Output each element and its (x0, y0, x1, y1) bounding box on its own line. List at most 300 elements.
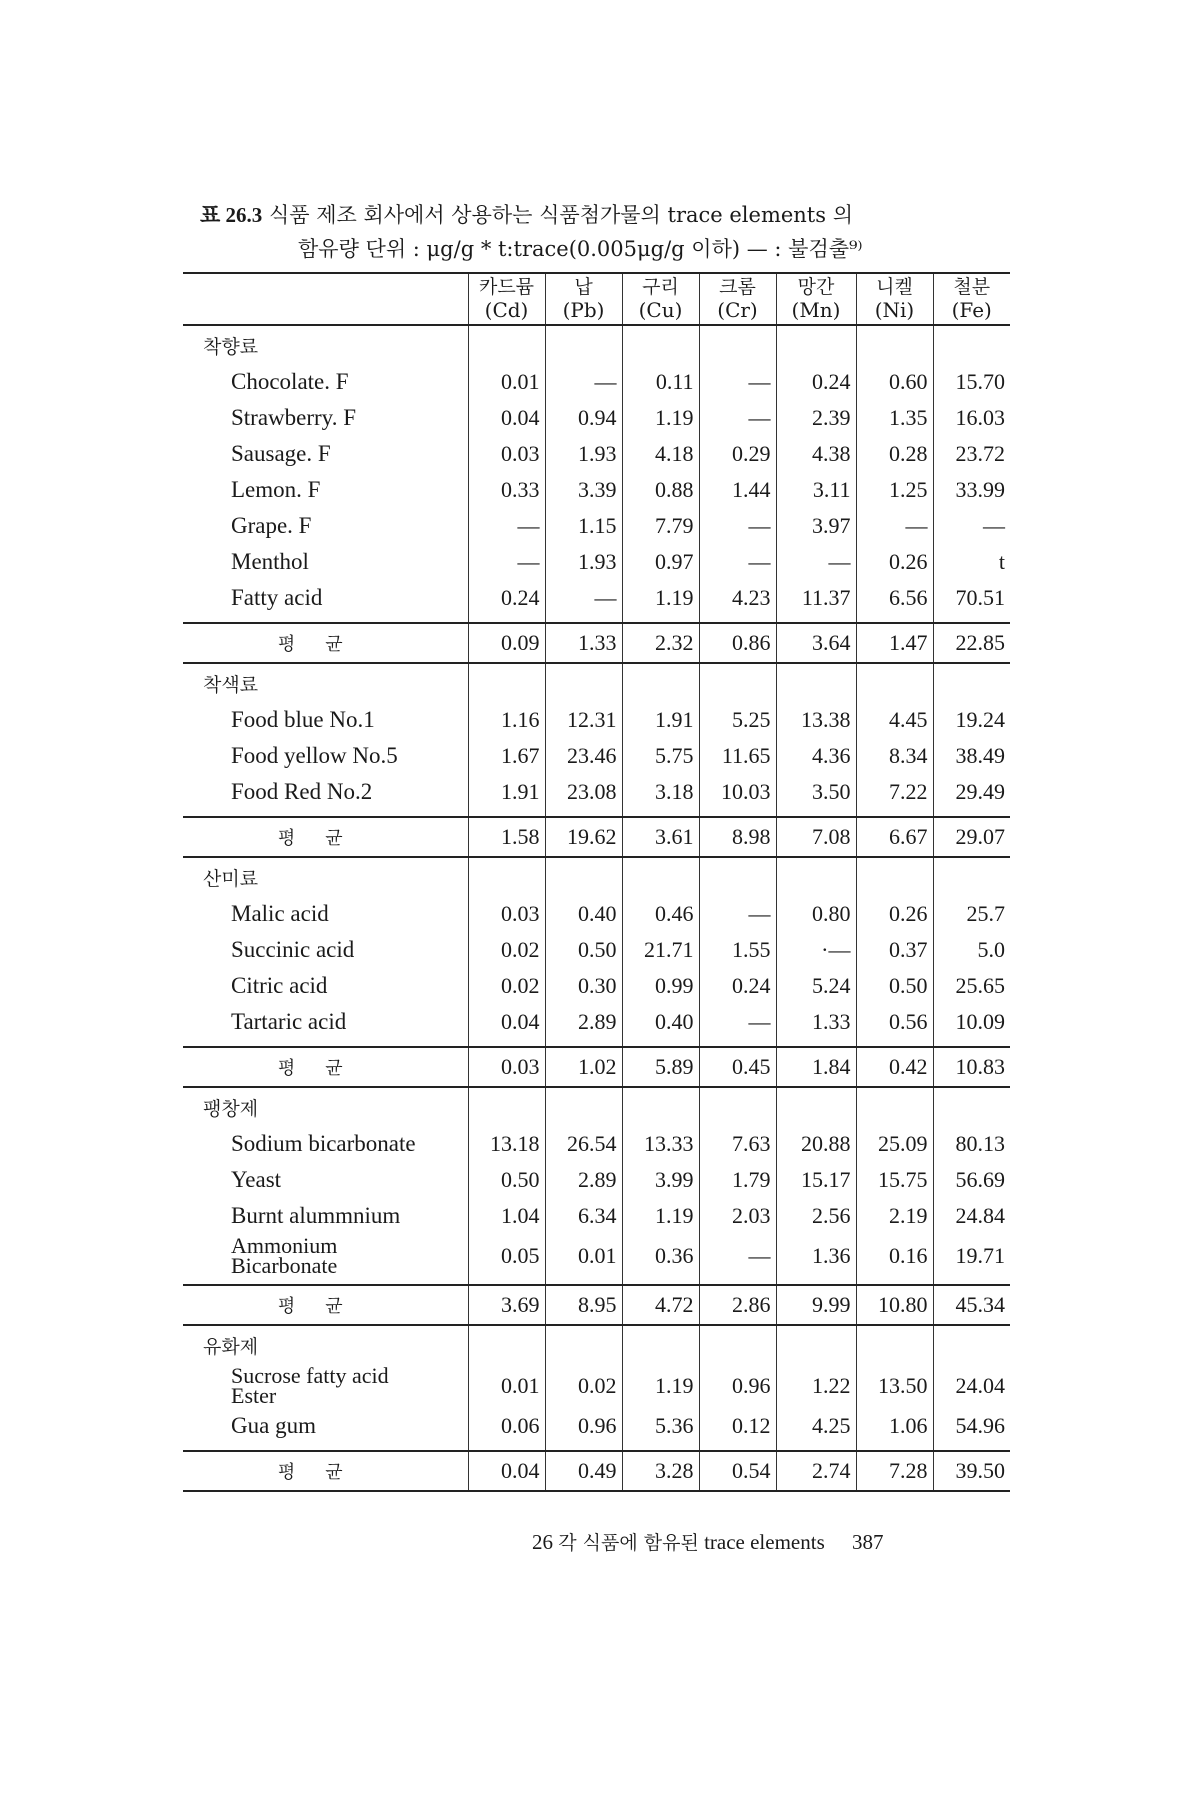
category-label: 유화제 (183, 1325, 468, 1364)
category-row (183, 1325, 1010, 1364)
spacer-cell (468, 1444, 545, 1451)
additive-name-line: Citric acid (231, 973, 328, 998)
additive-name-line: Food Red No.2 (231, 779, 373, 804)
value-cell: 1.91 (468, 774, 545, 810)
average-value-cell: 8.98 (699, 817, 776, 857)
value-cell: 1.79 (699, 1162, 776, 1198)
value-cell: 1.33 (776, 1004, 856, 1040)
value-cell: 3.50 (776, 774, 856, 810)
value-cell: 26.54 (545, 1126, 622, 1162)
spacer-cell (856, 1444, 933, 1451)
empty-cell (699, 663, 776, 702)
header-blank (183, 273, 468, 325)
value-cell: 0.97 (622, 544, 699, 580)
value-cell: 0.37 (856, 932, 933, 968)
value-cell: 19.71 (955, 1243, 1005, 1268)
value-cell: — (699, 364, 776, 400)
table-row (183, 1198, 1010, 1234)
spacer-cell (622, 810, 699, 817)
table-row (183, 580, 1010, 616)
spacer-cell (545, 1278, 622, 1285)
value-cell: 1.25 (856, 472, 933, 508)
empty-cell (776, 663, 856, 702)
table-row (183, 400, 1010, 436)
average-row (183, 1047, 1010, 1087)
empty-cell (468, 857, 545, 896)
average-row (183, 1285, 1010, 1325)
additive-name (183, 774, 468, 810)
spacer-cell (183, 616, 468, 623)
table-row (183, 1004, 1010, 1040)
additive-name-line: Grape. F (231, 513, 312, 538)
additive-name-line: Ammonium (231, 1233, 338, 1258)
value-cell: 0.40 (545, 896, 622, 932)
additive-name-line: Ester (231, 1383, 277, 1408)
additive-name (183, 738, 468, 774)
additive-name (183, 472, 468, 508)
value-cell: — (699, 544, 776, 580)
spacer-cell (699, 1040, 776, 1047)
spacer-cell (545, 1444, 622, 1451)
average-value-cell: 8.95 (545, 1285, 622, 1325)
value-cell: 8.34 (856, 738, 933, 774)
value-cell: 4.23 (699, 580, 776, 616)
value-cell: 1.22 (776, 1364, 856, 1408)
value-cell: — (699, 896, 776, 932)
spacer-cell (545, 1040, 622, 1047)
spacer-cell (622, 1040, 699, 1047)
value-cell: 3.18 (622, 774, 699, 810)
value-cell: 23.08 (545, 774, 622, 810)
average-value-cell: 0.03 (468, 1047, 545, 1087)
average-value-cell: 0.45 (699, 1047, 776, 1087)
additive-name (183, 364, 468, 400)
empty-cell (622, 1325, 699, 1364)
caption-line-2: 함유량 단위 : μg/g * t:trace(0.005μg/g 이하) — : 불검출⁹⁾ (298, 237, 863, 261)
value-cell: 29.49 (955, 779, 1005, 804)
value-cell: 7.63 (699, 1126, 776, 1162)
value-cell: 1.19 (622, 1198, 699, 1234)
value-cell: 1.16 (468, 702, 545, 738)
value-cell: — (468, 508, 545, 544)
empty-cell (545, 663, 622, 702)
value-cell: 1.04 (468, 1198, 545, 1234)
spacer-cell (933, 1278, 1010, 1285)
spacer-row (183, 810, 1010, 817)
average-label: 평균 (183, 1285, 468, 1325)
empty-cell (776, 1325, 856, 1364)
header-pb: 납 (Pb) (545, 273, 622, 325)
value-cell: 19.24 (955, 707, 1005, 732)
value-cell: 1.06 (856, 1408, 933, 1444)
value-cell: 7.22 (856, 774, 933, 810)
value-cell: 4.36 (776, 738, 856, 774)
average-row (183, 1451, 1010, 1491)
average-value-cell: 5.89 (622, 1047, 699, 1087)
spacer-cell (856, 1040, 933, 1047)
table-row (183, 738, 1010, 774)
header-cu: 구리 (Cu) (622, 273, 699, 325)
value-cell: 0.05 (468, 1234, 545, 1278)
value-cell: 1.36 (776, 1234, 856, 1278)
value-cell: 0.50 (468, 1162, 545, 1198)
value-cell: 0.46 (622, 896, 699, 932)
average-value-cell: 10.80 (856, 1285, 933, 1325)
empty-cell (856, 857, 933, 896)
spacer-cell (183, 1444, 468, 1451)
average-value-cell: 1.33 (545, 623, 622, 663)
additive-name (183, 1162, 468, 1198)
category-label: 팽창제 (183, 1087, 468, 1126)
header-cd: 카드뮴 (Cd) (468, 273, 545, 325)
additive-name-line: Yeast (231, 1167, 282, 1192)
value-cell: 1.35 (856, 400, 933, 436)
spacer-cell (856, 616, 933, 623)
table-row (183, 1408, 1010, 1444)
header-mn: 망간 (Mn) (776, 273, 856, 325)
value-cell: 5.0 (977, 937, 1005, 962)
empty-cell (856, 325, 933, 364)
additive-name-line: Burnt alummnium (231, 1203, 401, 1228)
average-value-cell: 1.02 (545, 1047, 622, 1087)
average-value-cell: 9.99 (776, 1285, 856, 1325)
value-cell: 54.96 (955, 1413, 1005, 1438)
value-cell: 23.46 (545, 738, 622, 774)
additive-name (183, 932, 468, 968)
value-cell: 5.24 (776, 968, 856, 1004)
value-cell: 0.88 (622, 472, 699, 508)
average-value-cell: 3.69 (468, 1285, 545, 1325)
value-cell: — (699, 400, 776, 436)
value-cell: 4.45 (856, 702, 933, 738)
average-value-cell: 6.67 (856, 817, 933, 857)
value-cell: 0.96 (699, 1364, 776, 1408)
page-footer (532, 1528, 884, 1555)
value-cell: 0.11 (622, 364, 699, 400)
average-value-cell: 45.34 (933, 1285, 1010, 1325)
additive-name (183, 1364, 468, 1408)
category-label: 산미료 (183, 857, 468, 896)
value-cell: 0.01 (468, 1364, 545, 1408)
additive-name (183, 1004, 468, 1040)
spacer-cell (183, 1040, 468, 1047)
value-cell: 0.50 (856, 968, 933, 1004)
value-cell: 0.16 (856, 1234, 933, 1278)
empty-cell (468, 325, 545, 364)
spacer-cell (856, 810, 933, 817)
spacer-cell (776, 810, 856, 817)
spacer-cell (933, 1040, 1010, 1047)
category-label: 착색료 (183, 663, 468, 702)
average-value-cell: 10.83 (933, 1047, 1010, 1087)
value-cell: 38.49 (955, 743, 1005, 768)
value-cell: 0.40 (622, 1004, 699, 1040)
value-cell: 2.89 (545, 1004, 622, 1040)
average-value-cell: 22.85 (933, 623, 1010, 663)
value-cell: 1.91 (622, 702, 699, 738)
value-cell: 56.69 (955, 1167, 1005, 1192)
additive-name-line: Gua gum (231, 1413, 316, 1438)
average-row (183, 623, 1010, 663)
value-cell: 0.28 (856, 436, 933, 472)
empty-cell (933, 325, 1010, 364)
value-cell: 1.93 (545, 544, 622, 580)
table-header-row (183, 273, 1010, 325)
value-cell: 3.11 (776, 472, 856, 508)
average-value-cell: 39.50 (933, 1451, 1010, 1491)
spacer-row (183, 1278, 1010, 1285)
additive-name-line: Food blue No.1 (231, 707, 375, 732)
value-cell: 4.18 (622, 436, 699, 472)
value-cell: 0.36 (622, 1234, 699, 1278)
value-cell: 13.18 (468, 1126, 545, 1162)
spacer-row (183, 616, 1010, 623)
average-value-cell: 7.08 (776, 817, 856, 857)
table-row (183, 436, 1010, 472)
value-cell: 13.33 (622, 1126, 699, 1162)
spacer-cell (468, 616, 545, 623)
table-row (183, 1126, 1010, 1162)
additive-name-line: Menthol (231, 549, 309, 574)
table-row (183, 544, 1010, 580)
spacer-cell (856, 1278, 933, 1285)
value-cell: 0.30 (545, 968, 622, 1004)
empty-cell (545, 1325, 622, 1364)
average-row (183, 817, 1010, 857)
value-cell: 0.60 (856, 364, 933, 400)
spacer-cell (933, 616, 1010, 623)
empty-cell (622, 663, 699, 702)
category-row (183, 325, 1010, 364)
value-cell: 0.06 (468, 1408, 545, 1444)
value-cell: 24.04 (955, 1373, 1005, 1398)
value-cell: — (699, 1234, 776, 1278)
header-ni: 니켈 (Ni) (856, 273, 933, 325)
table-caption (200, 198, 1020, 266)
value-cell: 0.29 (699, 436, 776, 472)
spacer-cell (699, 1278, 776, 1285)
value-cell: 3.99 (622, 1162, 699, 1198)
value-cell: 21.71 (622, 932, 699, 968)
empty-cell (545, 1087, 622, 1126)
spacer-cell (622, 616, 699, 623)
value-cell: 1.19 (622, 580, 699, 616)
additive-name-line: Lemon. F (231, 477, 321, 502)
empty-cell (468, 1087, 545, 1126)
table-row (183, 472, 1010, 508)
caption-line-1 (200, 198, 1020, 232)
average-value-cell: 7.28 (856, 1451, 933, 1491)
value-cell: 10.09 (955, 1009, 1005, 1034)
value-cell: 4.25 (776, 1408, 856, 1444)
empty-cell (776, 1087, 856, 1126)
value-cell: 0.02 (468, 932, 545, 968)
value-cell: 1.44 (699, 472, 776, 508)
spacer-cell (622, 1444, 699, 1451)
value-cell: 0.12 (699, 1408, 776, 1444)
value-cell: 0.24 (776, 364, 856, 400)
value-cell: 0.26 (856, 896, 933, 932)
spacer-row (183, 1040, 1010, 1047)
chapter-number: 26 (532, 1530, 553, 1554)
value-cell: 70.51 (955, 585, 1005, 610)
value-cell: 2.19 (856, 1198, 933, 1234)
average-value-cell: 0.49 (545, 1451, 622, 1491)
value-cell: 0.01 (468, 364, 545, 400)
empty-cell (933, 1325, 1010, 1364)
value-cell: — (545, 364, 622, 400)
value-cell: 1.19 (622, 400, 699, 436)
table-row (183, 1234, 1010, 1278)
value-cell: 7.79 (622, 508, 699, 544)
average-value-cell: 2.74 (776, 1451, 856, 1491)
average-value-cell: 2.86 (699, 1285, 776, 1325)
header-cr: 크롬 (Cr) (699, 273, 776, 325)
empty-cell (699, 1087, 776, 1126)
additive-name (183, 544, 468, 580)
value-cell: 1.67 (468, 738, 545, 774)
value-cell: 13.38 (776, 702, 856, 738)
value-cell: ·— (776, 932, 856, 968)
value-cell: 6.56 (856, 580, 933, 616)
average-value-cell: 0.54 (699, 1451, 776, 1491)
value-cell: 12.31 (545, 702, 622, 738)
value-cell: 0.24 (699, 968, 776, 1004)
spacer-row (183, 1444, 1010, 1451)
additive-name-line: Fatty acid (231, 585, 323, 610)
value-cell: 0.04 (468, 1004, 545, 1040)
trace-elements-table (183, 272, 1010, 1492)
additive-name (183, 508, 468, 544)
empty-cell (933, 663, 1010, 702)
average-label: 평균 (183, 1451, 468, 1491)
average-label: 평균 (183, 623, 468, 663)
average-value-cell: 0.86 (699, 623, 776, 663)
empty-cell (776, 325, 856, 364)
additive-name-line: Bicarbonate (231, 1253, 338, 1278)
value-cell: 23.72 (955, 441, 1005, 466)
spacer-cell (183, 810, 468, 817)
spacer-cell (468, 810, 545, 817)
value-cell: — (983, 513, 1005, 538)
value-cell: — (699, 1004, 776, 1040)
value-cell: 15.70 (955, 369, 1005, 394)
additive-name (183, 702, 468, 738)
average-value-cell: 0.42 (856, 1047, 933, 1087)
value-cell: 0.04 (468, 400, 545, 436)
additive-name (183, 400, 468, 436)
value-cell: — (468, 544, 545, 580)
empty-cell (622, 1087, 699, 1126)
table-row (183, 364, 1010, 400)
additive-name-line: Strawberry. F (231, 405, 356, 430)
value-cell: 0.96 (545, 1408, 622, 1444)
additive-name (183, 580, 468, 616)
value-cell: 11.65 (699, 738, 776, 774)
empty-cell (699, 857, 776, 896)
value-cell: 5.36 (622, 1408, 699, 1444)
average-value-cell: 3.64 (776, 623, 856, 663)
empty-cell (856, 663, 933, 702)
average-value-cell: 19.62 (545, 817, 622, 857)
value-cell: — (856, 508, 933, 544)
average-value-cell: 1.58 (468, 817, 545, 857)
additive-name (183, 1126, 468, 1162)
empty-cell (776, 857, 856, 896)
empty-cell (545, 857, 622, 896)
trace-elements-table-container (183, 272, 1010, 1492)
value-cell: 1.55 (699, 932, 776, 968)
value-cell: 0.99 (622, 968, 699, 1004)
average-value-cell: 2.32 (622, 623, 699, 663)
running-title-kr: 각 식품에 함유된 (558, 1532, 699, 1554)
value-cell: 3.97 (776, 508, 856, 544)
additive-name (183, 436, 468, 472)
spacer-cell (933, 810, 1010, 817)
spacer-cell (468, 1278, 545, 1285)
value-cell: 25.7 (966, 901, 1005, 926)
average-value-cell: 3.61 (622, 817, 699, 857)
table-row (183, 896, 1010, 932)
value-cell: 20.88 (776, 1126, 856, 1162)
spacer-cell (933, 1444, 1010, 1451)
table-number: 표 26.3 (200, 203, 263, 227)
category-row (183, 1087, 1010, 1126)
table-row (183, 1162, 1010, 1198)
empty-cell (468, 1325, 545, 1364)
value-cell: — (545, 580, 622, 616)
spacer-cell (545, 616, 622, 623)
average-value-cell: 4.72 (622, 1285, 699, 1325)
spacer-cell (776, 1278, 856, 1285)
spacer-cell (776, 616, 856, 623)
spacer-cell (699, 616, 776, 623)
value-cell: 1.15 (545, 508, 622, 544)
caption-title: 식품 제조 회사에서 상용하는 식품첨가물의 trace elements 의 (268, 203, 853, 227)
value-cell: 25.09 (856, 1126, 933, 1162)
value-cell: 11.37 (776, 580, 856, 616)
average-value-cell: 1.84 (776, 1047, 856, 1087)
empty-cell (545, 325, 622, 364)
value-cell: 24.84 (955, 1203, 1005, 1228)
value-cell: — (699, 508, 776, 544)
value-cell: — (776, 544, 856, 580)
value-cell: 25.65 (955, 973, 1005, 998)
value-cell: 0.33 (468, 472, 545, 508)
additive-name-line: Sausage. F (231, 441, 331, 466)
spacer-cell (699, 810, 776, 817)
value-cell: 0.56 (856, 1004, 933, 1040)
average-value-cell: 0.04 (468, 1451, 545, 1491)
additive-name (183, 968, 468, 1004)
value-cell: 5.25 (699, 702, 776, 738)
header-fe: 철분 (Fe) (933, 273, 1010, 325)
value-cell: 33.99 (955, 477, 1005, 502)
empty-cell (933, 1087, 1010, 1126)
value-cell: 0.02 (468, 968, 545, 1004)
spacer-cell (468, 1040, 545, 1047)
value-cell: 0.02 (545, 1364, 622, 1408)
empty-cell (856, 1325, 933, 1364)
table-row (183, 508, 1010, 544)
additive-name-line: Sucrose fatty acid (231, 1363, 389, 1388)
value-cell: 5.75 (622, 738, 699, 774)
table-row (183, 702, 1010, 738)
category-row (183, 857, 1010, 896)
additive-name (183, 1198, 468, 1234)
average-value-cell: 0.09 (468, 623, 545, 663)
value-cell: 0.03 (468, 896, 545, 932)
